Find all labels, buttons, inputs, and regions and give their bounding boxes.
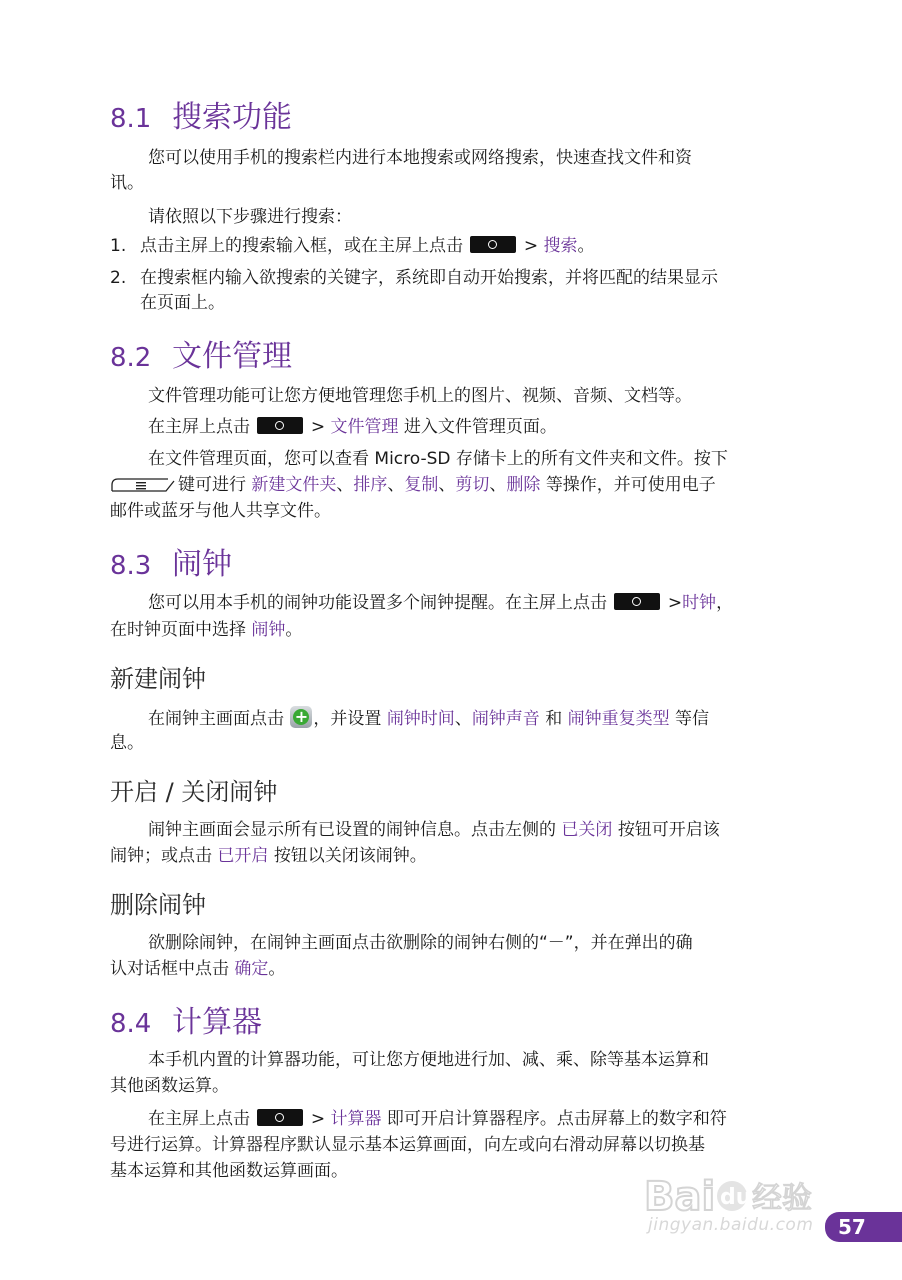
link-delete: 删除: [506, 475, 541, 495]
subheading-toggle-alarm: 开启 / 关闭闹钟: [110, 778, 278, 806]
section-title-text: 计算器: [172, 1005, 262, 1040]
baidu-watermark-logo: [640, 1160, 850, 1250]
home-key-icon: [257, 1109, 303, 1126]
paragraph-line: 在页面上。: [140, 293, 225, 313]
section-title-text: 闹钟: [172, 547, 232, 582]
subheading-new-alarm: 新建闹钟: [110, 665, 206, 693]
paragraph-line: 邮件或蓝牙与他人共享文件。: [110, 501, 331, 521]
paragraph-line: 您可以使用手机的搜索栏内进行本地搜索或网络搜索，快速查找文件和资: [148, 148, 692, 168]
section-number: 8.2: [110, 343, 152, 373]
link-confirm: 确定: [234, 959, 269, 979]
step-1: 1. 点击主屏上的搜索输入框，或在主屏上点击 > 搜索。: [110, 236, 595, 256]
paragraph-line: 其他函数运算。: [110, 1076, 229, 1096]
step-number: 2.: [110, 268, 127, 288]
section-title-text: 搜索功能: [172, 100, 292, 135]
paragraph-line: 在闹钟主画面点击 + ，并设置 闹钟时间、闹钟声音 和 闹钟重复类型 等信: [110, 706, 832, 730]
svg-text:经验: 经验: [752, 1181, 812, 1216]
paragraph-line: 在时钟页面中选择 闹钟。: [110, 620, 303, 640]
section-number: 8.4: [110, 1009, 152, 1039]
add-icon: [290, 706, 312, 728]
link-opened: 已开启: [217, 846, 269, 866]
paragraph-line: 讯。: [110, 173, 144, 193]
paragraph-line: 文件管理功能可让您方便地管理您手机上的图片、视频、音频、文档等。: [148, 386, 692, 406]
link-alarm-sound: 闹钟声音: [471, 709, 540, 729]
paragraph-line: 键可进行 新建文件夹、排序、复制、剪切、删除 等操作，并可使用电子: [110, 474, 794, 496]
watermark-url: jingyan.baidu.com: [648, 1215, 814, 1235]
svg-text:Bai: Bai: [644, 1174, 716, 1220]
link-clock: 时钟: [682, 593, 717, 613]
paragraph-line: 号进行运算。计算器程序默认显示基本运算画面，向左或向右滑动屏幕以切换基: [110, 1135, 705, 1155]
link-alarm-time: 闹钟时间: [386, 709, 455, 729]
home-key-icon: [470, 236, 516, 253]
link-file-manager: 文件管理: [330, 417, 399, 437]
section-title-search: [110, 100, 292, 137]
section-title-file-manager: [110, 339, 292, 376]
section-title-alarm: [110, 547, 232, 584]
link-calculator: 计算器: [330, 1109, 382, 1129]
paragraph-line: 在主屏上点击 > 文件管理 进入文件管理页面。: [148, 417, 557, 437]
home-key-icon: [257, 417, 303, 434]
section-title-calculator: [110, 1005, 262, 1042]
menu-key-icon: [110, 477, 176, 493]
link-new-folder: 新建文件夹: [251, 475, 337, 495]
page-number: 57: [838, 1215, 866, 1239]
paragraph-line: 息。: [110, 733, 144, 753]
section-number: 8.3: [110, 551, 152, 581]
home-key-icon: [614, 593, 660, 610]
link-alarm: 闹钟: [251, 620, 286, 640]
link-cut: 剪切: [455, 475, 490, 495]
step-number: 1.: [110, 236, 127, 256]
paragraph-line: 在主屏上点击 > 计算器 即可开启计算器程序。点击屏幕上的数字和符: [148, 1109, 727, 1129]
link-closed: 已关闭: [561, 820, 613, 840]
step-2: 2. 在搜索框内输入欲搜索的关键字，系统即自动开始搜索，并将匹配的结果显示: [110, 268, 718, 288]
link-search: 搜索: [543, 236, 578, 256]
paragraph-line: 请依照以下步骤进行搜索：: [148, 207, 352, 227]
paragraph-line: 本手机内置的计算器功能，可让您方便地进行加、减、乘、除等基本运算和: [148, 1050, 709, 1070]
link-sort: 排序: [353, 475, 388, 495]
section-number: 8.1: [110, 104, 152, 134]
link-alarm-repeat: 闹钟重复类型: [567, 709, 670, 729]
paragraph-line: 您可以用本手机的闹钟功能设置多个闹钟提醒。在主屏上点击 >时钟，: [148, 593, 734, 613]
paragraph-line: 闹钟主画面会显示所有已设置的闹钟信息。点击左侧的 已关闭 按钮可开启该: [148, 820, 720, 840]
svg-text:du: du: [720, 1185, 752, 1210]
paragraph-line: 基本运算和其他函数运算画面。: [110, 1161, 348, 1181]
paragraph-line: 在文件管理页面，您可以查看 Micro-SD 存储卡上的所有文件夹和文件。按下: [148, 449, 728, 469]
paragraph-line: 认对话框中点击 确定。: [110, 959, 286, 979]
subheading-delete-alarm: 删除闹钟: [110, 891, 206, 919]
section-title-text: 文件管理: [172, 339, 292, 374]
paragraph-line: 闹钟；或点击 已开启 按钮以关闭该闹钟。: [110, 846, 427, 866]
paragraph-line: 欲删除闹钟，在闹钟主画面点击欲删除的闹钟右侧的“－”，并在弹出的确: [148, 933, 693, 953]
link-copy: 复制: [404, 475, 439, 495]
